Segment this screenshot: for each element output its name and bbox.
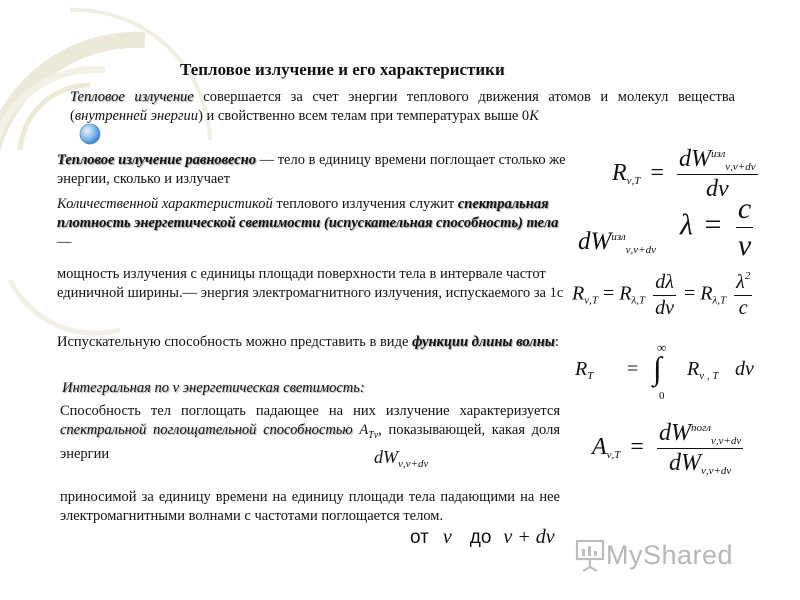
range-end: ν + dν	[503, 526, 555, 548]
formula-a: $A_{\nu,T}$ = $\frac{dW^{погл}_{\nu,\nu+d\nu}}{dW_{\nu,\nu+d\nu}}$	[592, 420, 742, 477]
equilibrium-text: — тело в единицу времени поглощает столько же энергии, сколько и излучает	[57, 152, 566, 187]
formula-r-integral: $R_T$ = ∞ ∫ 0 $R_{\nu , T}$ dν	[575, 340, 754, 402]
integral-heading	[62, 379, 462, 398]
absorption-term: спектральной поглощательной способностью	[60, 422, 353, 438]
absorption-text-1: Способность тел поглощать падающее на них излучение характеризуется	[60, 403, 560, 419]
intro-text-2: ) и свойственно всем телам при температурах выше 0	[198, 108, 530, 124]
intro-unit: K	[529, 108, 539, 124]
wavelength-colon: :	[554, 334, 559, 350]
range-nu: ν	[442, 526, 452, 548]
quantity-term: спектральная плотность энергетической светимости (испускательная способность) тела	[57, 196, 559, 231]
bullet-sphere	[80, 124, 100, 144]
absorption-paragraph-end: приносимой за единицу времени на единицу площади тела падающими на нее электромагнитными волнами с частотами поглощается телом.	[60, 489, 560, 524]
formula-lambda: λ = $\frac{c}{\nu}$	[680, 192, 752, 262]
formula-r-nu: $R_{\nu,T}$ = $\frac{dW^{изл}_{\nu,\nu+d\nu}}{d\nu}$	[612, 146, 756, 202]
absorption-text-2: , показывающей, какая доля энергии	[60, 422, 561, 462]
wavelength-term: функции длины волны	[412, 334, 555, 350]
formula-dw-small: $dW_{\nu,\nu+d\nu}$	[374, 447, 429, 470]
range-to: до	[469, 527, 492, 548]
intro-term: Тепловое излучение	[70, 89, 194, 105]
wavelength-text: Испускательную способность можно представить в виде	[57, 334, 413, 350]
quantity-lead: Количественной характеристикой	[57, 196, 273, 212]
wavelength-paragraph	[57, 333, 567, 352]
intro-paragraph	[70, 88, 735, 126]
integral-heading-text: Интегральная по ν энергетическая светимость:	[62, 380, 365, 396]
absorption-symbol: $A_{T\nu}$	[359, 422, 379, 441]
presentation-board-icon	[574, 538, 606, 572]
integral-sign: ∫	[653, 350, 662, 386]
equilibrium-term: Тепловое излучение равновесно	[57, 152, 256, 168]
formula-r-lambda: $R_{\nu,T} = R_{\lambda,T}$ $\frac{d\lambda}{d\nu}$ = $R_{\lambda,T}$ $\frac{\lambda^2}{c}$	[572, 270, 751, 319]
quantity-paragraph	[57, 195, 572, 252]
absorption-paragraph	[60, 402, 560, 464]
slide-title: Тепловое излучение и его характеристики	[180, 60, 505, 79]
watermark-logo: MyShared	[606, 540, 734, 570]
frequency-range	[410, 526, 555, 549]
intro-term-2: внутренней энергии	[74, 108, 199, 124]
equilibrium-paragraph	[57, 151, 597, 189]
range-from: от	[410, 527, 429, 548]
formula-dw-izl: $dW^{изл}_{\nu,\nu+d\nu}$	[578, 228, 656, 256]
quantity-text: теплового излучения служит	[272, 196, 458, 212]
quantity-dash: —	[57, 234, 72, 250]
intro-text-1: совершается за счет энергии теплового движения атомов и молекул вещества (	[70, 89, 735, 124]
definition-paragraph: мощность излучения с единицы площади поверхности тела в интервале частот единичной ширины.— энергия электромагнитного излучения, испускаемого за 1с	[57, 266, 564, 301]
